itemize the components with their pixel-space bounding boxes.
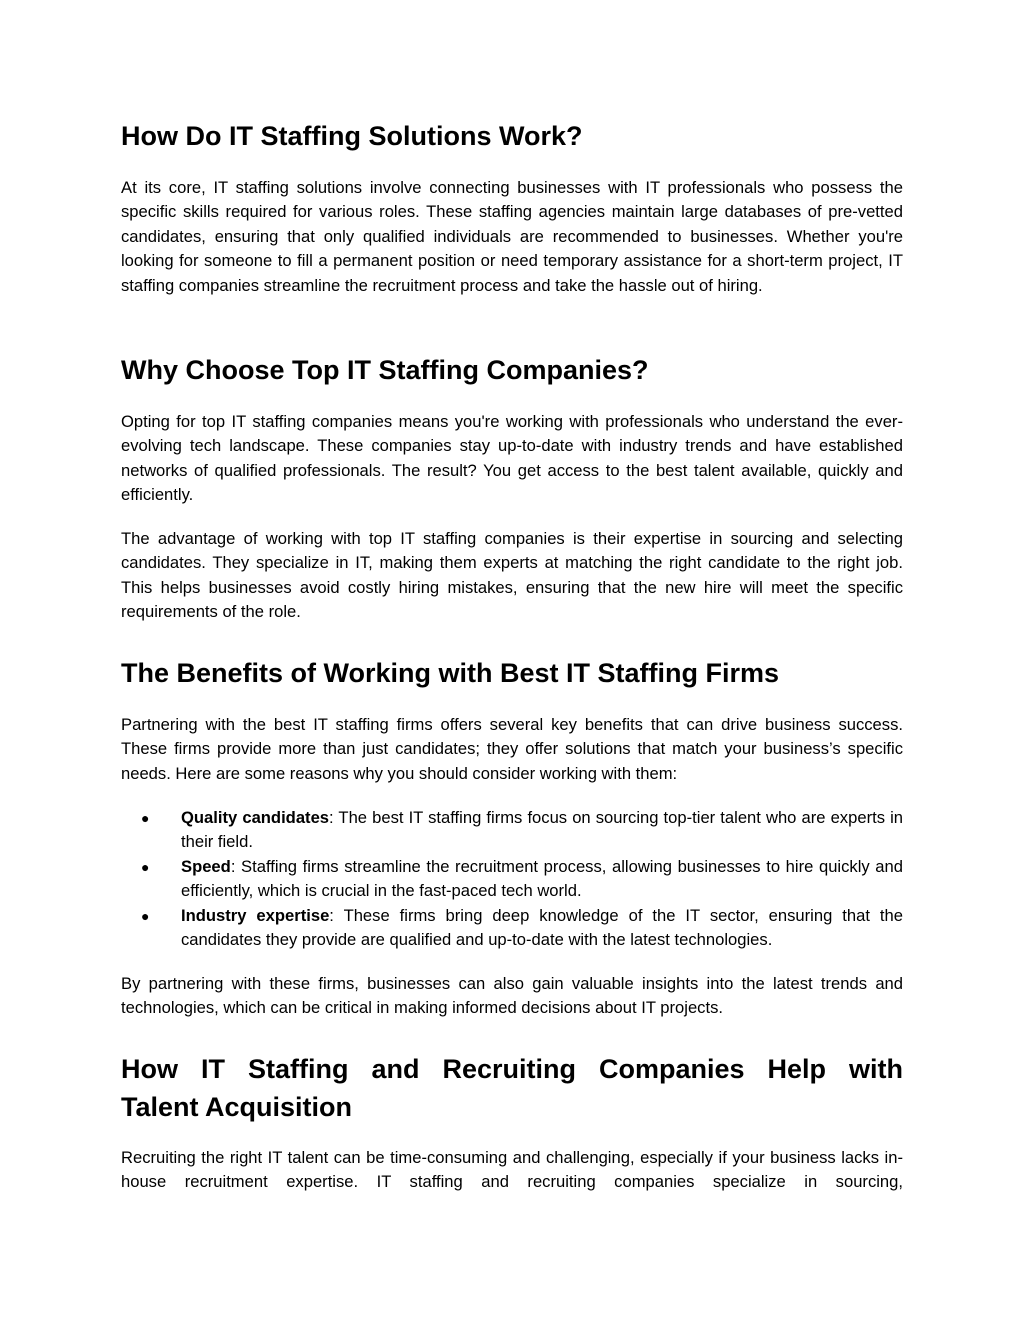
list-item bbox=[121, 904, 903, 953]
bullet-icon: ● bbox=[141, 907, 150, 924]
list-item-text: : Staffing firms streamline the recruitment process, allowing businesses to hire quickly and efficiently, which is crucial in the fast-paced tech world. bbox=[181, 856, 903, 901]
list-item-text: : These firms bring deep knowledge of the IT sector, ensuring that the candidates they provide are qualified and up-to-date with the latest technologies. bbox=[181, 905, 903, 950]
list-item bbox=[121, 855, 903, 904]
list-item-term: Quality candidates bbox=[181, 808, 330, 827]
list-item-text: : The best IT staffing firms focus on sourcing top-tier talent who are experts in their field. bbox=[181, 808, 904, 852]
paragraph-opting-for-top: Opting for top IT staffing companies means you're working with professionals who understand the ever-evolving tech landscape. These companies stay up-to-date with industry trends and have established networks of qualified professionals. The result? You get access to the best talent available, quickly and efficiently. bbox=[121, 412, 903, 505]
section-heading-how-it-staffing-works: How Do IT Staffing Solutions Work? bbox=[121, 121, 583, 151]
paragraph-advantage-of-top: The advantage of working with top IT staffing companies is their expertise in sourcing and selecting candidates. They specialize in IT, making them experts at matching the right candidate to the right job. This helps businesses avoid costly hiring mistakes, ensuring that the new hire will meet the specific requirements of the role. bbox=[121, 529, 903, 622]
section-heading-why-choose-top: Why Choose Top IT Staffing Companies? bbox=[121, 355, 649, 385]
section-heading-benefits: The Benefits of Working with Best IT Staffing Firms bbox=[121, 658, 780, 688]
section-heading-talent-acquisition-line1: How IT Staffing and Recruiting Companies Help with bbox=[121, 1054, 903, 1084]
paragraph-recruiting-right-talent: Recruiting the right IT talent can be time-consuming and challenging, especially if your business lacks in-house recruitment expertise. IT staffing and recruiting companies specialize in sourcing, bbox=[121, 1148, 903, 1192]
section-heading-talent-acquisition-line2: Talent Acquisition bbox=[121, 1092, 353, 1122]
paragraph-staffing-solutions-overview: At its core, IT staffing solutions involve connecting businesses with IT professionals who possess the specific skills required for various roles. These staffing agencies maintain large databases of pre-vetted candidates, ensuring that only qualified individuals are recommended to businesses. Whether you're looking for someone to fill a permanent position or need temporary assistance for a short-term project, IT staffing companies streamline the recruitment process and take the hassle out of hiring. bbox=[121, 178, 903, 295]
paragraph-partnering-outro: By partnering with these firms, businesses can also gain valuable insights into the latest trends and technologies, which can be critical in making informed decisions about IT projects. bbox=[121, 974, 903, 1018]
bullet-icon: ● bbox=[141, 858, 150, 875]
paragraph-partnering-intro: Partnering with the best IT staffing firms offers several key benefits that can drive business success. These firms provide more than just candidates; they offer solutions that match your business’s specific needs. Here are some reasons why you should consider working with them: bbox=[121, 715, 903, 783]
list-item bbox=[121, 806, 903, 855]
benefits-list bbox=[121, 806, 903, 952]
list-item-term: Speed bbox=[181, 856, 231, 876]
list-item-term: Industry expertise bbox=[181, 905, 330, 925]
bullet-icon: ● bbox=[141, 810, 150, 826]
